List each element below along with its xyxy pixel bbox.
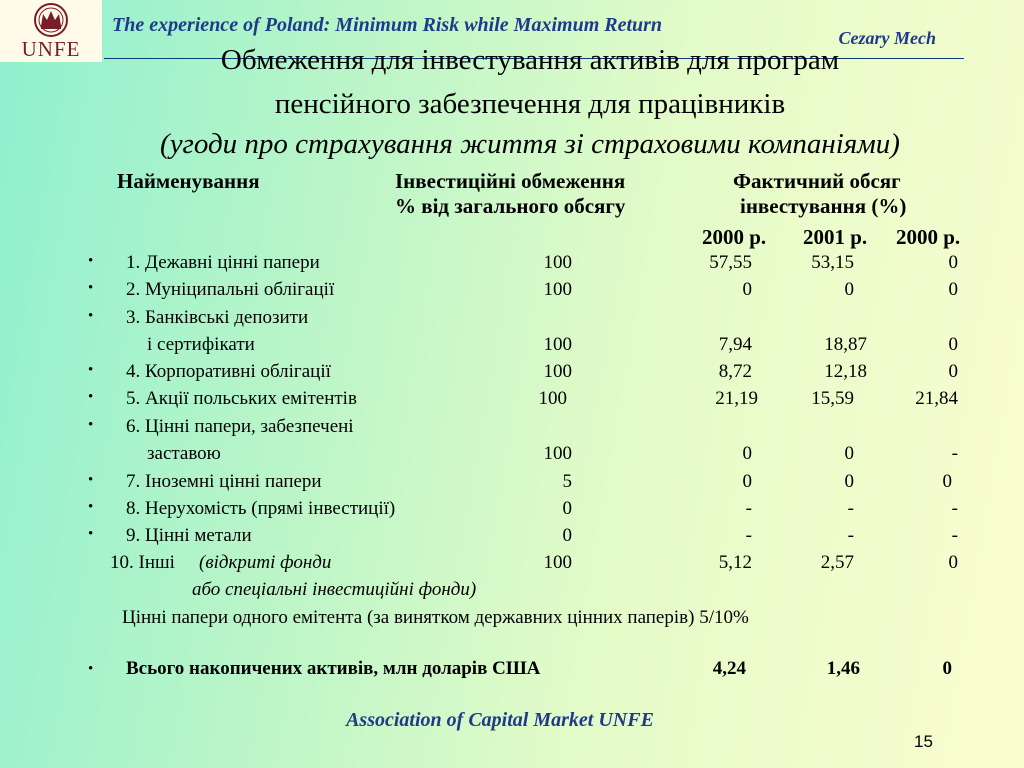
column-header-actual-1: Фактичний обсяг [733, 169, 901, 193]
row-value-2000b: 0 [948, 552, 958, 573]
bullet: • [88, 526, 94, 542]
row-limit: 100 [543, 443, 572, 464]
header-author: Cezary Mech [838, 28, 936, 48]
logo-text: UNFE [21, 37, 81, 61]
row-limit: 0 [562, 498, 572, 519]
row-name: 8. Нерухомість (прямі інвестиції) [126, 498, 396, 519]
row-name: 2. Муніципальні облігації [126, 279, 335, 300]
row-value-2000b: 0 [948, 279, 958, 300]
crown-seal-icon [24, 2, 78, 38]
row-value-2000: 0 [742, 443, 752, 464]
row-value-2000b: 0 [948, 252, 958, 273]
row-value-2000b: 0 [948, 361, 958, 382]
row-name: 1. Дежавні цінні папери [126, 252, 320, 273]
bullet: • [88, 472, 94, 488]
bullet: • [88, 308, 94, 324]
row-limit: 100 [543, 334, 572, 355]
row-name-continued: заставою [147, 443, 221, 464]
row-value-2001: 53,15 [811, 252, 854, 273]
column-header-limits-1: Інвестиційні обмеження [395, 169, 626, 193]
bullet: • [88, 389, 94, 405]
total-value-2001: 1,46 [826, 658, 860, 679]
row-name-italic: (відкриті фонди [199, 552, 332, 573]
row-value-2001: - [847, 525, 854, 546]
row-name: 7. Іноземні цінні папери [126, 471, 322, 492]
year-header-1: 2000 р. [702, 225, 767, 249]
row-limit: 100 [543, 552, 572, 573]
row-name: 6. Цінні папери, забезпечені [126, 416, 354, 437]
row-value-2000: 57,55 [709, 252, 752, 273]
bullet: • [88, 661, 94, 677]
bullet: • [88, 253, 94, 269]
row-limit: 100 [543, 361, 572, 382]
row-name: 5. Акції польських емітентів [126, 388, 357, 409]
slide-title-line-1: Обмеження для інвестування активів для програм [220, 44, 840, 76]
row-value-2001: 0 [844, 279, 854, 300]
page-number: 15 [914, 732, 933, 751]
header-tagline: The experience of Poland: Minimum Risk while Maximum Return [112, 14, 663, 36]
bullet: • [88, 280, 94, 296]
footer-association: Association of Capital Market UNFE [346, 709, 654, 731]
row-value-2001: 2,57 [820, 552, 854, 573]
row-value-2001: 15,59 [811, 388, 854, 409]
row-value-2000b: - [951, 443, 958, 464]
column-header-actual-2: інвестування (%) [740, 194, 907, 218]
row-value-2000: 8,72 [718, 361, 752, 382]
total-label: Всього накопичених активів, млн доларів США [126, 658, 541, 679]
bullet: • [88, 417, 94, 433]
row-value-2000b: - [951, 498, 958, 519]
row-name-continued: і сертифікати [147, 334, 255, 355]
row-value-2000: 0 [742, 279, 752, 300]
total-value-2000b: 0 [942, 658, 952, 679]
row-name: 10. Інші [110, 552, 175, 573]
row-limit: 100 [538, 388, 567, 409]
row-value-2000: 7,94 [718, 334, 752, 355]
row-value-2000: 5,12 [718, 552, 752, 573]
row-limit: 100 [543, 279, 572, 300]
row-value-2001: 18,87 [824, 334, 867, 355]
row-value-2001: 12,18 [824, 361, 867, 382]
row-value-2000: - [745, 525, 752, 546]
row-limit: 100 [543, 252, 572, 273]
row-limit: 5 [562, 471, 572, 492]
year-header-2: 2001 р. [803, 225, 868, 249]
row-name-continued: або спеціальні інвестиційні фонди) [192, 579, 477, 600]
row-value-2000: 21,19 [715, 388, 758, 409]
row-limit: 0 [562, 525, 572, 546]
row-value-2000b: 21,84 [915, 388, 958, 409]
slide-title-line-3: (угоди про страхування життя зі страховими компаніями) [160, 128, 900, 160]
row-name: 4. Корпоративні облігації [126, 361, 331, 382]
issuer-limit-note: Цінні папери одного емітента (за винятком державних цінних паперів) 5/10% [122, 607, 749, 628]
total-value-2000: 4,24 [712, 658, 746, 679]
row-value-2001: 0 [844, 471, 854, 492]
year-header-3: 2000 р. [896, 225, 961, 249]
row-value-2000: - [745, 498, 752, 519]
row-name: 3. Банківські депозити [126, 307, 309, 328]
bullet: • [88, 362, 94, 378]
bullet: • [88, 499, 94, 515]
row-value-2000b: - [951, 525, 958, 546]
row-value-2000b: 0 [942, 471, 952, 492]
column-header-limits-2: % від загального обсягу [395, 194, 626, 218]
column-header-name: Найменування [117, 169, 260, 193]
row-value-2001: 0 [844, 443, 854, 464]
row-value-2000b: 0 [948, 334, 958, 355]
row-value-2000: 0 [742, 471, 752, 492]
row-name: 9. Цінні метали [126, 525, 252, 546]
slide-title-line-2: пенсійного забезпечення для працівників [274, 88, 786, 120]
row-value-2001: - [847, 498, 854, 519]
